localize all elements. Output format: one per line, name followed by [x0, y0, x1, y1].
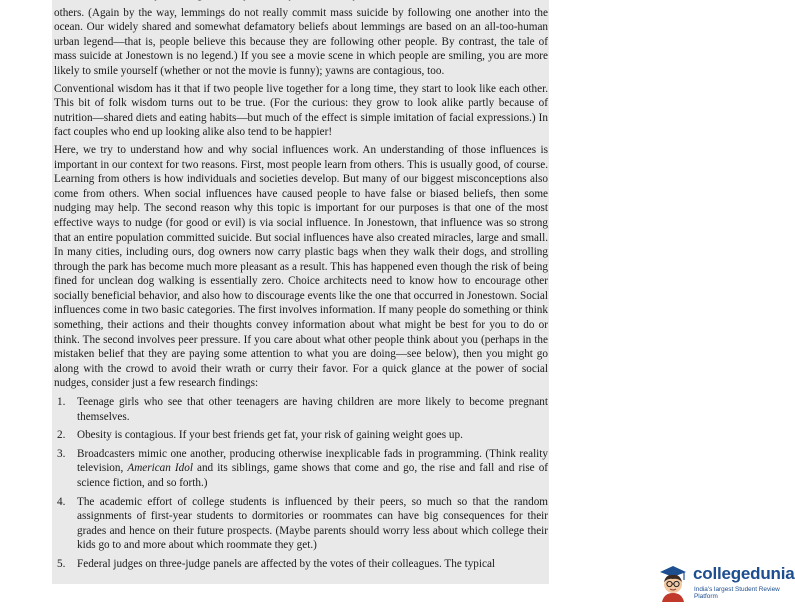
list-item [54, 428, 548, 443]
paragraph-social-influences: Here, we try to understand how and why social influences work. An understanding of those influences is important in our context for two reasons. First, most people learn from others. This is usually good, of course. Learning from others is how individuals and societies develop. But many of our biggest misconceptions also come from others. When social influences have caused people to have false or biased beliefs, then some nudging may help. The second reason why this topic is important for our purposes is that one of the most effective ways to nudge (for good or evil) is via social influence. In Jonestown, that influence was so strong that an entire population committed suicide. But social influences have also created miracles, large and small. In many cities, including ours, dog owners now carry plastic bags when they walk their dogs, and strolling through the park has become much more pleasant as a result. This has happened even though the risk of being fined for unclean dog walking is essentially zero. Choice architects need to know how to encourage other socially beneficial behavior, and also how to discourage events like the one that occurred in Jonestown. Social influences come in two basic categories. The first involves information. If many people do something or think something, their actions and their thoughts convey information about what might be best for you to do or think. The second involves peer pressure. If you care about what other people think about you (perhaps in the mistaken belief that they are paying some attention to what you are doing—see below), then you might go along with the crowd to avoid their wrath or curry their favor. For a quick glance at the power of social nudges, consider just a few research findings: [54, 143, 548, 390]
page-bottom-edge [52, 584, 549, 612]
collegedunia-watermark [656, 558, 795, 606]
show-title: American Idol [127, 462, 193, 475]
brand-tagline: India's largest Student Review Platform [694, 586, 780, 600]
list-text: Obesity is contagious. If your best friends get fat, your risk of gaining weight goes up. [77, 429, 463, 442]
list-text [77, 448, 548, 489]
list-number: 2. [57, 429, 66, 442]
list-text: Teenage girls who see that other teenagers are having children are more likely to become pregnant themselves. [77, 396, 548, 423]
list-item [54, 495, 548, 553]
document-body [54, 0, 548, 576]
list-item [54, 557, 548, 572]
research-findings-list [54, 395, 548, 572]
brand-name: collegedunia [693, 564, 795, 583]
list-number: 5. [57, 557, 66, 570]
paragraph-conventional-wisdom: Conventional wisdom has it that if two people live together for a long time, they start to look like each other. This bit of folk wisdom turns out to be true. (For the curious: they grow to look alike partly because of nutrition—shared diets and eating habits—but much of the effect is simple imitation of facial expressions.) In fact couples who end up looking alike also tend to be happier! [54, 82, 548, 139]
student-mascot-icon [656, 562, 690, 602]
cut-off-top-line [54, 0, 548, 3]
list-number: 4. [57, 495, 66, 508]
list-text-after: and its siblings, game shows that come and go, the rise and fall and rise of science fiction, and so forth.) [77, 462, 549, 489]
list-text-before: Broadcasters mimic one another, producing otherwise inexplicable fads in programming. (Think reality television, [77, 447, 548, 475]
list-number: 3. [57, 447, 66, 460]
list-number: 1. [57, 396, 66, 409]
list-text: The academic effort of college students is influenced by their peers, so much so that the random assignments of first-year students to dormitories or roommates can have big consequences for their grades and hence on their future prospects. (Maybe parents should worry less about which college their kids go to and more about which roommate they get.) [77, 495, 548, 552]
list-item [54, 395, 548, 424]
list-text: Federal judges on three-judge panels are affected by the votes of their colleagues. The typical [77, 557, 496, 570]
paragraph-lemmings: others. (Again by the way, lemmings do not really commit mass suicide by following one another into the ocean. Our widely shared and somewhat defamatory beliefs about lemmings are based on an all-too-human urban legend—that is, people believe this because they are following other people. By contrast, the tale of mass suicide at Jonestown is no legend.) If you see a movie scene in which people are smiling, you are more likely to smile yourself (whether or not the movie is funny); yawns are contagious, too. [54, 6, 548, 77]
list-item [54, 447, 548, 491]
